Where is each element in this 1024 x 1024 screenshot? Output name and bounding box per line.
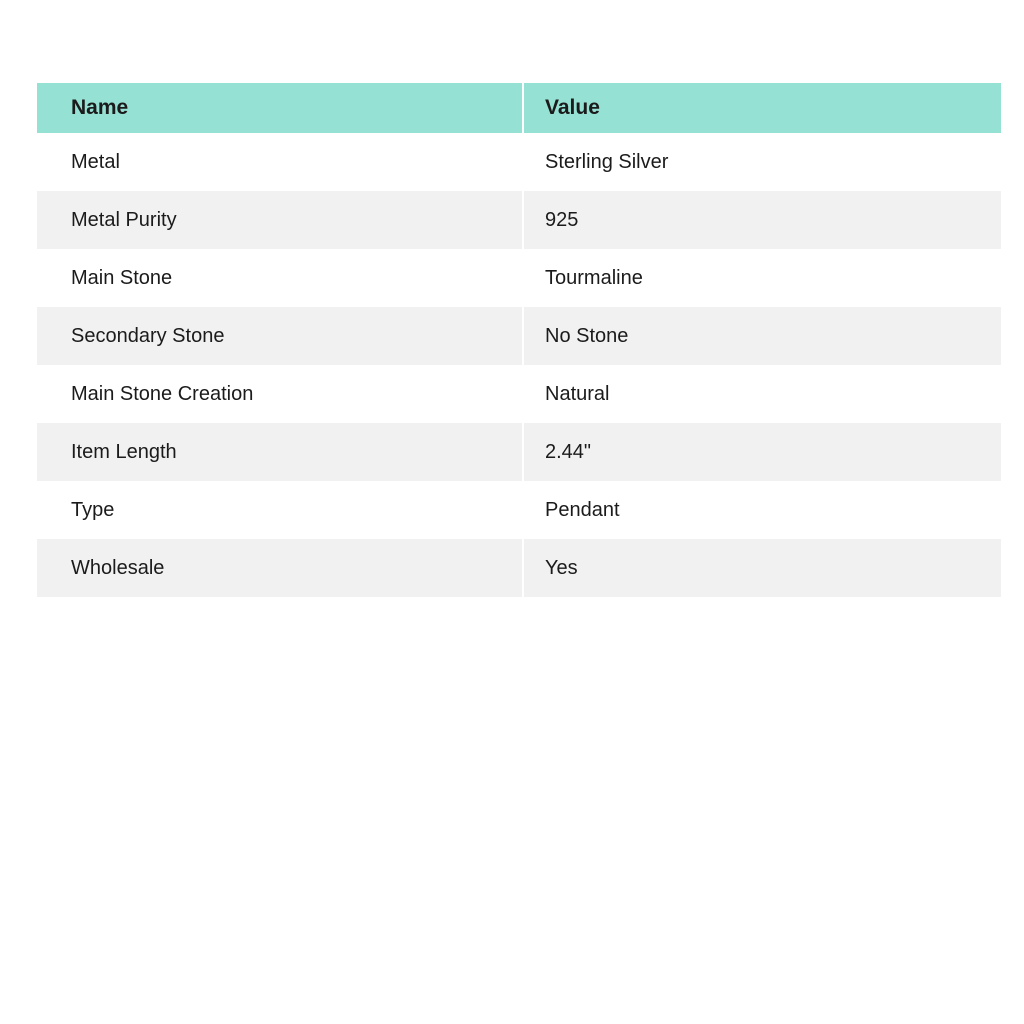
attribute-value-cell: Natural xyxy=(523,365,1001,423)
attribute-name-cell: Wholesale xyxy=(71,556,165,579)
attribute-name-cell: Secondary Stone xyxy=(71,324,225,347)
attribute-name-cell: Item Length xyxy=(71,440,177,463)
attribute-name-cell: Metal Purity xyxy=(71,208,177,231)
table-body xyxy=(37,133,1001,597)
attribute-name-cell: Metal xyxy=(71,150,120,173)
table-row xyxy=(37,481,1001,539)
attribute-value-cell: 2.44" xyxy=(523,423,1001,481)
attribute-value-cell: No Stone xyxy=(523,307,1001,365)
attribute-value-cell: 925 xyxy=(523,191,1001,249)
header-row xyxy=(37,83,1001,133)
column-header-name: Name xyxy=(37,83,523,133)
attribute-value-cell: Yes xyxy=(523,539,1001,597)
attribute-name-cell: Type xyxy=(71,498,115,521)
attribute-name-cell: Main Stone Creation xyxy=(71,382,254,405)
attribute-name-cell: Main Stone xyxy=(71,266,173,289)
table-row xyxy=(37,133,1001,191)
column-header-value: Value xyxy=(523,83,1001,133)
table-header xyxy=(37,83,1001,133)
attribute-value-cell: Pendant xyxy=(523,481,1001,539)
attributes-table xyxy=(37,83,1001,597)
table-row xyxy=(37,423,1001,481)
attribute-value-cell: Sterling Silver xyxy=(523,133,1001,191)
table-row xyxy=(37,249,1001,307)
table-row xyxy=(37,307,1001,365)
table-row xyxy=(37,539,1001,597)
attribute-value-cell: Tourmaline xyxy=(523,249,1001,307)
table-row xyxy=(37,365,1001,423)
table-row xyxy=(37,191,1001,249)
